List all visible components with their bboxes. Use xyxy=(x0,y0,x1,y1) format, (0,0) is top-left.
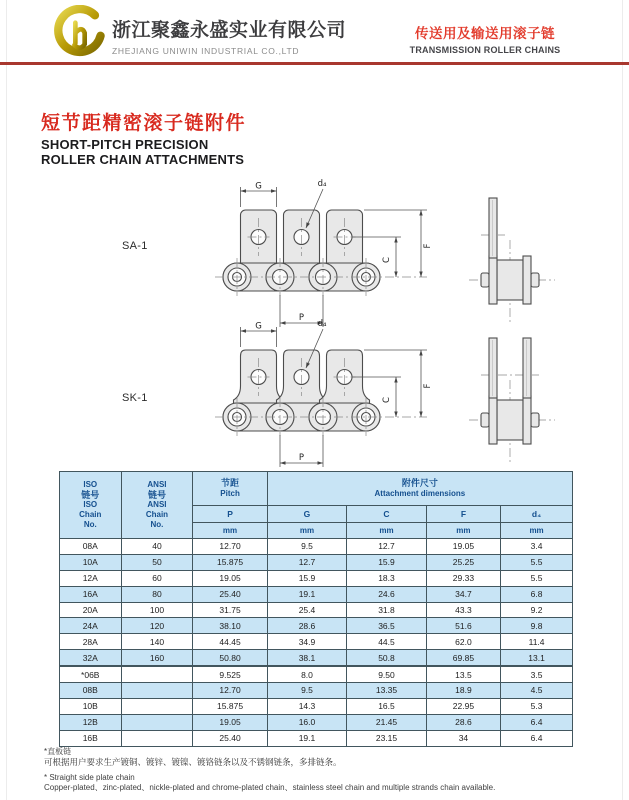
dimension-label-f: F xyxy=(423,243,433,249)
footnote-cn-body: 可根据用户要求生产镀铜、镀锌、镀镍、镀铬链条以及不锈钢链条，多排链条。 xyxy=(44,757,342,767)
table-cell: 40 xyxy=(121,539,193,555)
iso-header-line: Chain xyxy=(79,510,102,519)
table-cell: 20A xyxy=(60,602,122,618)
table-cell: 10A xyxy=(60,554,122,570)
table-cell: 14.3 xyxy=(267,698,347,714)
table-cell: 9.8 xyxy=(501,618,573,634)
table-cell: 16.5 xyxy=(347,698,427,714)
table-cell: 31.8 xyxy=(347,602,427,618)
spec-table xyxy=(59,471,573,747)
table-cell: 19.05 xyxy=(193,714,267,730)
iso-header-line: No. xyxy=(83,520,97,529)
table-cell: 12.70 xyxy=(193,683,267,699)
table-cell xyxy=(121,714,193,730)
table-cell: 21.45 xyxy=(347,714,427,730)
sub-header-d4: d₄ xyxy=(501,506,573,523)
unit-cell: mm xyxy=(347,523,427,539)
table-cell: 22.95 xyxy=(426,698,500,714)
table-cell: 34.9 xyxy=(267,634,347,650)
company-name-cn: 浙江聚鑫永盛实业有限公司 xyxy=(112,20,347,41)
table-cell: 9.50 xyxy=(347,666,427,682)
sub-header-f: F xyxy=(426,506,500,523)
sub-header-g: G xyxy=(267,506,347,523)
table-row xyxy=(60,570,573,586)
dimension-label-f: F xyxy=(423,383,433,389)
table-cell: 6.4 xyxy=(501,730,573,746)
table-row xyxy=(60,698,573,714)
table-cell: 160 xyxy=(121,650,193,666)
table-cell: 19.05 xyxy=(193,570,267,586)
table-cell: 25.40 xyxy=(193,586,267,602)
table-cell: *06B xyxy=(60,666,122,682)
table-cell: 19.05 xyxy=(426,539,500,555)
dimension-label-c: C xyxy=(382,257,392,263)
table-cell: 51.6 xyxy=(426,618,500,634)
footnote-en-title: * Straight side plate chain xyxy=(44,773,135,782)
table-cell: 140 xyxy=(121,634,193,650)
table-cell: 69.85 xyxy=(426,650,500,666)
table-cell: 100 xyxy=(121,602,193,618)
ansi-header-line: ANSI xyxy=(147,480,167,489)
table-cell xyxy=(121,698,193,714)
table-cell: 16A xyxy=(60,586,122,602)
iso-header-line: ISO xyxy=(83,480,98,489)
table-cell: 12.70 xyxy=(193,539,267,555)
unit-cell: mm xyxy=(267,523,347,539)
page-title-cn: 短节距精密滚子链附件 xyxy=(41,113,247,134)
table-row xyxy=(60,683,573,699)
col-header-pitch xyxy=(193,472,267,506)
table-cell: 9.525 xyxy=(193,666,267,682)
ansi-header-line: 链号 xyxy=(147,490,166,500)
table-cell: 16.0 xyxy=(267,714,347,730)
footnotes xyxy=(44,746,495,793)
table-cell: 9.5 xyxy=(267,539,347,555)
dimension-label-p: P xyxy=(298,453,305,463)
table-cell: 29.33 xyxy=(426,570,500,586)
table-cell: 23.15 xyxy=(347,730,427,746)
product-category-block xyxy=(386,22,584,55)
page-title-en-line1: SHORT-PITCH PRECISION xyxy=(41,137,209,152)
table-cell: 15.9 xyxy=(267,570,347,586)
table-row xyxy=(60,602,573,618)
table-cell: 25.4 xyxy=(267,602,347,618)
table-cell: 38.10 xyxy=(193,618,267,634)
table-cell: 50.8 xyxy=(347,650,427,666)
table-cell: 18.3 xyxy=(347,570,427,586)
pitch-label-en: Pitch xyxy=(220,489,240,498)
table-cell: 44.5 xyxy=(347,634,427,650)
footnote-cn-title: *直板链 xyxy=(44,747,72,756)
company-name-en: ZHEJIANG UNIWIN INDUSTRIAL CO.,LTD xyxy=(112,46,300,56)
table-cell: 9.5 xyxy=(267,683,347,699)
table-cell: 5.3 xyxy=(501,698,573,714)
table-cell: 15.875 xyxy=(193,554,267,570)
table-cell: 60 xyxy=(121,570,193,586)
table-cell: 12.7 xyxy=(267,554,347,570)
table-cell: 8.0 xyxy=(267,666,347,682)
iso-header-line: ISO xyxy=(83,500,98,509)
col-header-ansi xyxy=(121,472,193,539)
table-cell: 08B xyxy=(60,683,122,699)
product-category-en: TRANSMISSION ROLLER CHAINS xyxy=(409,45,561,55)
iso-header-line: 链号 xyxy=(81,490,100,500)
table-cell: 28A xyxy=(60,634,122,650)
table-row xyxy=(60,650,573,666)
company-logo-icon xyxy=(52,5,108,61)
dimension-label-d4: d₄ xyxy=(317,319,327,329)
dimension-label-d4: d₄ xyxy=(317,179,327,189)
table-cell: 50.80 xyxy=(193,650,267,666)
table-row xyxy=(60,666,573,682)
table-cell: 80 xyxy=(121,586,193,602)
table-cell: 5.5 xyxy=(501,554,573,570)
pitch-label-cn: 节距 xyxy=(221,478,240,488)
dimension-label-g: G xyxy=(255,321,262,332)
table-cell: 50 xyxy=(121,554,193,570)
attachment-label-en: Attachment dimensions xyxy=(374,489,466,498)
sub-header-p: P xyxy=(193,506,267,523)
sub-header-c: C xyxy=(347,506,427,523)
page-title-block xyxy=(41,108,246,167)
table-cell: 28.6 xyxy=(426,714,500,730)
table-row xyxy=(60,714,573,730)
table-cell: 32A xyxy=(60,650,122,666)
red-divider xyxy=(0,62,629,65)
table-cell: 31.75 xyxy=(193,602,267,618)
table-cell: 24.6 xyxy=(347,586,427,602)
table-cell: 120 xyxy=(121,618,193,634)
table-cell: 36.5 xyxy=(347,618,427,634)
sk1-label: SK-1 xyxy=(122,392,148,404)
table-cell: 3.5 xyxy=(501,666,573,682)
table-cell: 62.0 xyxy=(426,634,500,650)
table-cell xyxy=(121,666,193,682)
table-cell: 18.9 xyxy=(426,683,500,699)
table-cell: 5.5 xyxy=(501,570,573,586)
table-row xyxy=(60,539,573,555)
table-cell: 34.7 xyxy=(426,586,500,602)
table-cell: 15.875 xyxy=(193,698,267,714)
company-block xyxy=(112,15,346,56)
table-cell xyxy=(121,730,193,746)
col-header-attachment xyxy=(267,472,572,506)
footnote-en-body: Copper-plated、zinc-plated、nickle-plated and chrome-plated chain、stainless steel chain and multiple strands chain available. xyxy=(44,783,496,792)
table-cell: 08A xyxy=(60,539,122,555)
table-row xyxy=(60,554,573,570)
table-cell: 19.1 xyxy=(267,730,347,746)
table-cell xyxy=(121,683,193,699)
table-cell: 16B xyxy=(60,730,122,746)
table-cell: 9.2 xyxy=(501,602,573,618)
sk1-side-view-diagram xyxy=(185,300,485,500)
table-row xyxy=(60,618,573,634)
table-cell: 25.40 xyxy=(193,730,267,746)
table-cell: 38.1 xyxy=(267,650,347,666)
table-cell: 3.4 xyxy=(501,539,573,555)
table-cell: 43.3 xyxy=(426,602,500,618)
table-cell: 13.5 xyxy=(426,666,500,682)
table-cell: 11.4 xyxy=(501,634,573,650)
table-cell: 10B xyxy=(60,698,122,714)
table-cell: 6.4 xyxy=(501,714,573,730)
unit-cell: mm xyxy=(193,523,267,539)
attachment-label-cn: 附件尺寸 xyxy=(401,478,438,488)
table-cell: 19.1 xyxy=(267,586,347,602)
table-row xyxy=(60,586,573,602)
table-cell: 34 xyxy=(426,730,500,746)
table-cell: 13.1 xyxy=(501,650,573,666)
page-edge-left xyxy=(6,0,7,800)
table-cell: 12A xyxy=(60,570,122,586)
table-cell: 15.9 xyxy=(347,554,427,570)
table-cell: 24A xyxy=(60,618,122,634)
table-cell: 4.5 xyxy=(501,683,573,699)
col-header-iso xyxy=(60,472,122,539)
table-row xyxy=(60,634,573,650)
table-cell: 13.35 xyxy=(347,683,427,699)
table-cell: 44.45 xyxy=(193,634,267,650)
table-cell: 25.25 xyxy=(426,554,500,570)
ansi-header-line: ANSI xyxy=(147,500,167,509)
sa1-label: SA-1 xyxy=(122,240,148,252)
product-category-cn: 传送用及输送用滚子链 xyxy=(415,26,555,41)
ansi-header-line: No. xyxy=(150,520,164,529)
table-cell: 28.6 xyxy=(267,618,347,634)
dimension-label-g: G xyxy=(255,181,262,192)
table-cell: 12.7 xyxy=(347,539,427,555)
table-cell: 12B xyxy=(60,714,122,730)
page-edge-right xyxy=(622,0,623,800)
table-cell: 6.8 xyxy=(501,586,573,602)
dimension-label-p: P xyxy=(298,313,305,323)
unit-cell: mm xyxy=(426,523,500,539)
unit-cell: mm xyxy=(501,523,573,539)
table-row xyxy=(60,730,573,746)
ansi-header-line: Chain xyxy=(145,510,169,519)
dimension-label-c: C xyxy=(382,397,392,403)
page-title-en-line2: ROLLER CHAIN ATTACHMENTS xyxy=(41,151,245,167)
sk1-end-view-diagram xyxy=(455,330,585,480)
